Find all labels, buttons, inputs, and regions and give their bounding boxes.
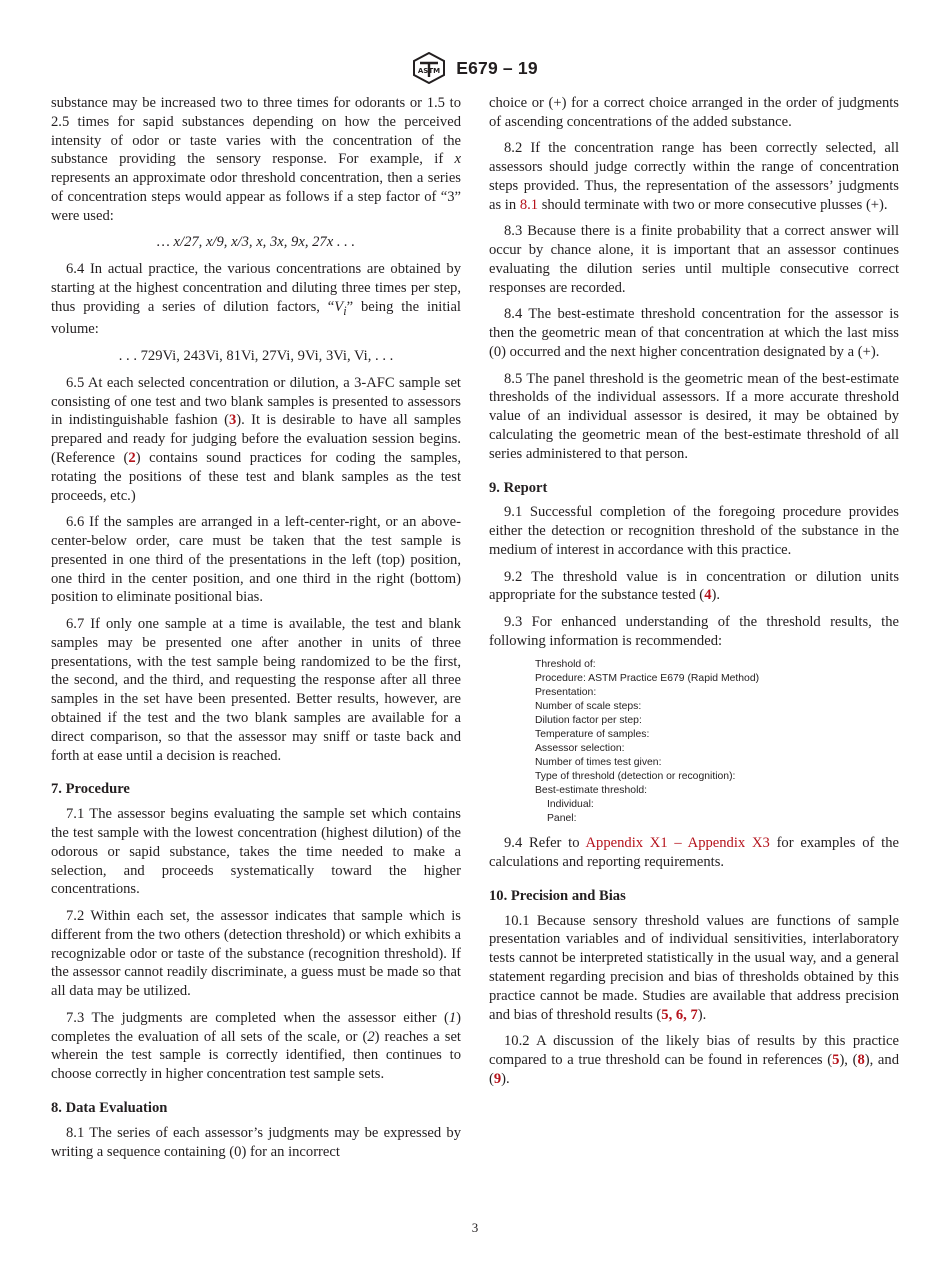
svg-text:ASTM: ASTM	[418, 67, 441, 75]
form-subline: Panel:	[547, 813, 577, 825]
form-line: Temperature of samples:	[535, 729, 650, 741]
left-column	[51, 94, 461, 1169]
form-line: Assessor selection:	[535, 743, 625, 755]
paragraph-8-4: 8.4 The best-estimate threshold concentration for the assessor is then the geometric mean of that concentration at which the last miss (0) occurred and the next higher concentration designated by a (+).	[489, 306, 899, 360]
reference-link[interactable]: 4	[704, 587, 712, 604]
paragraph-9-3: 9.3 For enhanced understanding of the threshold results, the following information is recommended:	[489, 613, 899, 649]
paragraph-10-1: 10.1 Because sensory threshold values are functions of sample presentation variables and of individual sensitivities, interlaboratory tests cannot be interpreted statistically in the usual way, and a general statement regarding precision and bias of thresholds obtained by this practice cannot be made. Studies are available that address precision and bias of threshold results (5, 6, 7).	[489, 912, 899, 1023]
reference-link[interactable]: 2	[128, 450, 136, 467]
form-line: Threshold of:	[535, 659, 596, 671]
reference-link[interactable]: 6	[675, 1006, 684, 1023]
paragraph-9-1: 9.1 Successful completion of the foregoing procedure provides either the detection or recognition threshold of the substance in the medium of interest in accordance with this practice.	[489, 504, 899, 558]
reference-link[interactable]: 3	[228, 412, 237, 429]
paragraph-7-1: 7.1 The assessor begins evaluating the sample set which contains the test sample with the lowest concentration (highest dilution) of the odorous or sapid substance, takes the time needed to make a selection, and proceeds systematically toward the higher concentrations.	[51, 806, 461, 898]
right-column	[489, 94, 899, 1096]
section-heading-procedure: 7. Procedure	[51, 781, 130, 798]
report-form	[535, 658, 899, 826]
paragraph-7-2: 7.2 Within each set, the assessor indicates that sample which is different from the two others (detection threshold) or which exhibits a recognizable odor or taste of the substance (recognition threshold). If the assessor cannot readily discriminate, a guess must be made so that all data may be utilized.	[51, 907, 461, 1000]
reference-link[interactable]: 9	[493, 1070, 502, 1087]
reference-link[interactable]: 5	[661, 1006, 669, 1023]
paragraph-10-2: 10.2 A discussion of the likely bias of results by this practice compared to a true threshold can be found in references (5), (8), and (9).	[489, 1033, 899, 1087]
paragraph-6-3-continued: substance may be increased two to three times for odorants or 1.5 to 2.5 times for sapid substances depending on how the perceived intensity of odor or taste varies with the concentration of the substance providing the sensory response. For example, if x represents an approximate odor threshold concentration, then a series of concentration steps would appear as follows if a step factor of “3” were used:	[51, 95, 461, 224]
form-line: Type of threshold (detection or recognition):	[535, 771, 736, 783]
paragraph-6-6: 6.6 If the samples are arranged in a left-center-right, or an above-center-below order, care must be taken that the test sample is presented in one third of the presentations in the left (top) position, one third in the center position, and one third in the right (bottom) position to eliminate positional bias.	[51, 514, 461, 606]
form-line: Number of scale steps:	[535, 701, 642, 713]
appendix-link[interactable]: Appendix X1 – Appendix X3	[585, 835, 770, 852]
paragraph-8-1: 8.1 The series of each assessor’s judgments may be expressed by writing a sequence containing (0) for an incorrect	[51, 1124, 461, 1160]
reference-link[interactable]: 5	[832, 1052, 840, 1069]
form-line: Best-estimate threshold:	[535, 785, 648, 797]
section-heading-report: 9. Report	[489, 479, 548, 496]
paragraph-6-5: 6.5 At each selected concentration or dilution, a 3-AFC sample set consisting of one test and two blank samples is presented to assessors in indistinguishable fashion (3). It is desirable to have all samples prepared and ready for judging before the evaluation session begins. (Reference (2) contains sound practices for coding the samples, rotating the positions of these test and blank samples as the test proceeds, etc.)	[51, 374, 461, 504]
paragraph-8-3: 8.3 Because there is a finite probability that a correct answer will occur by chance alone, it is important that an assessor continues evaluating the dilution series until multiple consecutive correct responses are recorded.	[489, 223, 899, 296]
paragraph-7-3: 7.3 The judgments are completed when the assessor either (1) completes the evaluation of all sets of the scale, or (2) reaches a set wherein the test sample is correctly identified, then continues to choose correctly in higher concentration test sample sets.	[51, 1009, 461, 1083]
paragraph-9-2: 9.2 The threshold value is in concentration or dilution units appropriate for the substance tested (4).	[489, 568, 899, 604]
form-line: Presentation:	[535, 687, 597, 699]
paragraph-6-7: 6.7 If only one sample at a time is available, the test and blank samples may be presented one after another in units of three presentations, with the test sample being randomized to be the first, the second, and the third, and requesting the response after all three samples in the set have been presented. Better results, however, are obtained if the test and the two blank samples are available for a direct comparison, so that the assessor may sniff or taste back and forth at ease until a decision is reached.	[51, 616, 461, 764]
astm-logo-icon	[412, 52, 446, 84]
paragraph-8-1-continued: choice or (+) for a correct choice arranged in the order of judgments of ascending concentrations of the added substance.	[489, 95, 899, 130]
form-subline: Individual:	[547, 799, 594, 811]
reference-link[interactable]: 7	[690, 1006, 698, 1023]
paragraph-9-4: 9.4 Refer to Appendix X1 – Appendix X3 for examples of the calculations and reporting requirements.	[489, 835, 899, 871]
form-line: Number of times test given:	[535, 757, 662, 769]
concentration-series: … x/27, x/9, x/3, x, 3x, 9x, 27x . . .	[156, 234, 356, 251]
form-line: Dilution factor per step:	[535, 715, 642, 727]
dilution-series: . . . 729Vi, 243Vi, 81Vi, 27Vi, 9Vi, 3Vi, Vi, . . .	[118, 348, 394, 365]
section-heading-data-evaluation: 8. Data Evaluation	[51, 1099, 168, 1116]
paragraph-6-4: 6.4 In actual practice, the various concentrations are obtained by starting at the highest concentration and diluting three times per step, thus providing a series of dilution factors, “$V_i$” being the initial volume:	[51, 261, 461, 338]
form-line: Procedure: ASTM Practice E679 (Rapid Method)	[535, 673, 760, 685]
standard-designation: E679 – 19	[456, 57, 538, 78]
page-number: 3	[471, 1220, 479, 1235]
reference-link[interactable]: 8	[857, 1052, 865, 1069]
section-link[interactable]: 8.1	[519, 196, 539, 213]
paragraph-8-5: 8.5 The panel threshold is the geometric mean of the best-estimate thresholds of the individual assessors. If a more accurate threshold value of an individual assessor is desired, it may be obtained by calculating the geometric mean of the best-estimate threshold of all series administered to that person.	[489, 370, 899, 462]
page-header	[0, 52, 950, 84]
section-heading-precision-bias: 10. Precision and Bias	[489, 887, 626, 904]
paragraph-8-2: 8.2 If the concentration range has been correctly selected, all assessors should judge correctly within the range of concentration steps provided. Thus, the representation of the assessors’ judgments as in 8.1 should terminate with two or more consecutive plusses (+).	[489, 140, 899, 213]
